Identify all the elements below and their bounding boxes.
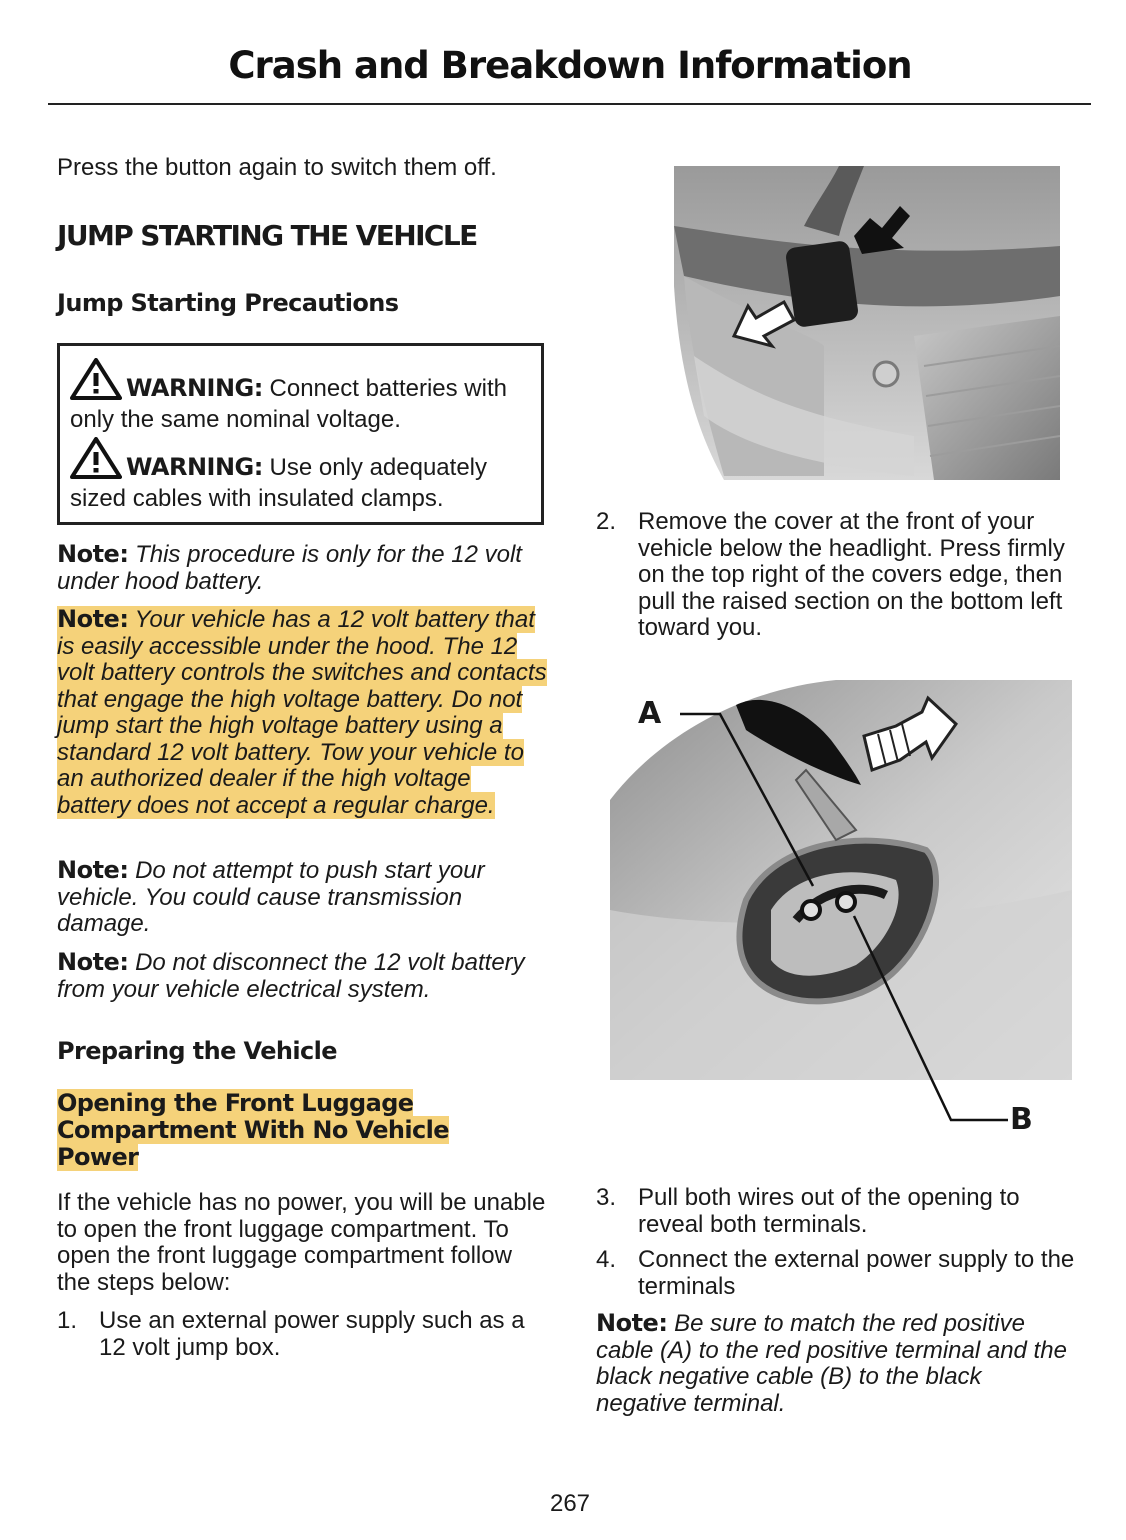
note-label: Note: [57, 540, 129, 568]
note-disconnect [57, 949, 549, 1003]
warning-item [70, 358, 540, 433]
callout-b-label: B [1010, 1102, 1033, 1137]
cover-removal-illustration [664, 166, 1060, 480]
note-text: Be sure to match the red positive cable (A) to the red positive terminal and the black negative cable (B) to the black negative terminal. [596, 1310, 1067, 1417]
list-text: Remove the cover at the front of your vehicle below the headlight. Press firmly on the top right of the covers edge, then pull the raised section on the bottom left toward you. [638, 508, 1065, 641]
callout-a-label: A [638, 696, 662, 731]
list-number: 2. [596, 508, 617, 535]
header-divider [48, 103, 1091, 105]
warning-label: WARNING: [126, 374, 263, 402]
list-text: Connect the external power supply to the terminals [638, 1246, 1075, 1300]
note-cable-match [596, 1310, 1076, 1417]
list-text: Use an external power supply such as a 12 volt jump box. [99, 1307, 525, 1361]
warning-text: Use only adequately sized cables with insulated clamps. [70, 454, 488, 512]
warning-triangle-icon [70, 437, 122, 485]
subsubheading-front-luggage [57, 1090, 517, 1171]
warning-text: Connect batteries with only the same nominal voltage. [70, 375, 507, 433]
warning-label: WARNING: [126, 453, 263, 481]
subheading-precautions: Jump Starting Precautions [57, 289, 399, 317]
note-label: Note: [57, 856, 129, 884]
note-high-voltage [57, 606, 549, 819]
list-number: 1. [57, 1307, 78, 1334]
paragraph-no-power: If the vehicle has no power, you will be unable to open the front luggage compartment. To open the front luggage compartment follow the steps below: [57, 1189, 546, 1296]
terminals-illustration [596, 680, 1076, 1140]
intro-paragraph: Press the button again to switch them off. [57, 154, 497, 181]
note-label: Note: [57, 948, 129, 976]
warning-item [70, 437, 540, 512]
note-push-start [57, 857, 547, 938]
list-number: 4. [596, 1246, 617, 1273]
page-number: 267 [549, 1490, 591, 1517]
section-heading: JUMP STARTING THE VEHICLE [57, 219, 477, 252]
list-number: 3. [596, 1184, 617, 1211]
note-text: Do not attempt to push start your vehicle. You could cause transmission damage. [57, 857, 485, 937]
page-title: Crash and Breakdown Information [228, 44, 912, 87]
note-text: This procedure is only for the 12 volt under hood battery. [57, 541, 522, 595]
note-text: Do not disconnect the 12 volt battery from your vehicle electrical system. [57, 949, 525, 1003]
subsubheading-text: Opening the Front Luggage Compartment With No Vehicle Power [57, 1089, 449, 1171]
note-label: Note: [596, 1309, 668, 1337]
warning-triangle-icon [70, 358, 122, 406]
warning-box [57, 343, 544, 525]
note-text: Your vehicle has a 12 volt battery that is easily accessible under the hood. The 12 volt battery controls the switches and contacts that engage the high voltage battery. Do not jump start the high voltage battery using a standard 12 volt battery. Tow your vehicle to an authorized dealer if the high voltage battery does not accept a regular charge. [57, 606, 547, 819]
note-battery-scope [57, 541, 547, 595]
list-text: Pull both wires out of the opening to reveal both terminals. [638, 1184, 1020, 1238]
subheading-preparing: Preparing the Vehicle [57, 1037, 337, 1065]
note-label: Note: [57, 605, 129, 633]
